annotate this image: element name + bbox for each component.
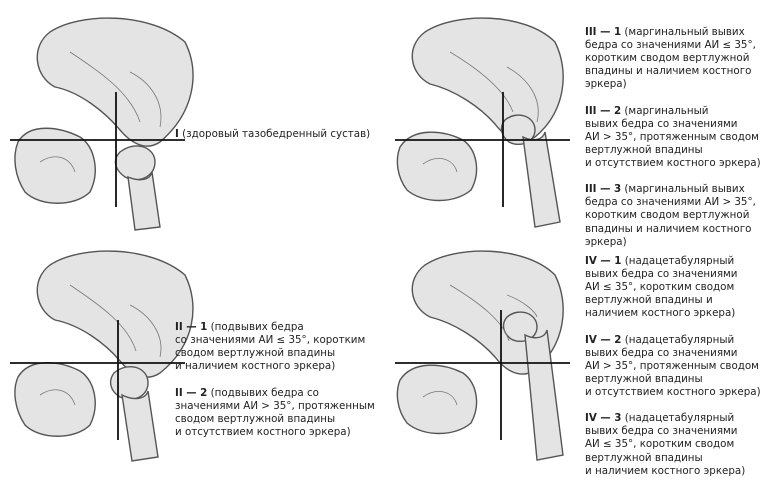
caption-iv-1-text: (надацетабулярный вывих бедра со значениями АИ ≤ 35°, коротким сводом вертлужной впадины и наличием костного эркера) xyxy=(585,255,738,320)
caption-iv-2 xyxy=(585,334,765,399)
caption-iii-3-num: III — 3 xyxy=(585,183,622,196)
caption-iv-2-text: (надацетабулярный вывих бедра со значениями АИ > 35°, протяженным сводом вертлужной впадины и отсутствием костного эркера) xyxy=(585,333,761,399)
caption-i-text: (здоровый тазобедренный сустав) xyxy=(182,128,371,141)
caption-figure-i xyxy=(175,115,390,154)
caption-figure-iii xyxy=(585,13,765,262)
caption-ii-1-num: II — 1 xyxy=(175,321,208,334)
caption-ii-2-num: II — 2 xyxy=(175,386,208,399)
caption-ii-1-text: (подвывих бедра со значениями АИ ≤ 35°, коротким сводом вертлужной впадины и наличием костного эркера) xyxy=(175,321,366,373)
caption-iii-2-text: (маргинальный вывих бедра со значениями АИ > 35°, протяженным сводом вертлужной впадины и отсутствием костного эркера) xyxy=(585,104,761,170)
caption-iii-2 xyxy=(585,105,765,170)
pelvis-illustration-iii xyxy=(395,12,595,232)
caption-iv-3 xyxy=(585,412,765,477)
caption-iv-2-num: IV — 2 xyxy=(585,333,622,346)
caption-figure-ii xyxy=(175,308,385,452)
caption-iv-1-num: IV — 1 xyxy=(585,255,622,268)
caption-i xyxy=(175,128,390,141)
caption-iv-3-num: IV — 3 xyxy=(585,412,622,425)
caption-ii-2 xyxy=(175,387,385,439)
caption-iii-2-num: III — 2 xyxy=(585,104,622,117)
caption-iii-3 xyxy=(585,183,765,248)
pelvis-figure-iii xyxy=(395,12,595,232)
caption-iv-1 xyxy=(585,255,765,320)
caption-iii-3-text: (маргинальный вывих бедра со значениями АИ > 35°, коротким сводом вертлужной впадины и наличием костного эркера) xyxy=(585,183,756,248)
caption-ii-2-text: (подвывих бедра со значениями АИ > 35°, протяженным сводом вертлужной впадины и отсутствием костного эркера) xyxy=(175,386,375,438)
caption-ii-1 xyxy=(175,321,385,373)
pelvis-figure-iv xyxy=(395,245,595,465)
pelvis-illustration-iv xyxy=(395,245,595,465)
caption-iii-1-text: (маргинальный вывих бедра со значениями АИ ≤ 35°, коротким сводом вертлужной впадины и наличием костного эркера) xyxy=(585,26,756,91)
caption-figure-iv xyxy=(585,242,765,491)
caption-iv-3-text: (надацетабулярный вывих бедра со значениями АИ ≤ 35°, коротким сводом вертлужной впадины и наличием костного эркера) xyxy=(585,412,746,477)
caption-i-num: I xyxy=(175,128,179,141)
caption-iii-1 xyxy=(585,26,765,91)
caption-iii-1-num: III — 1 xyxy=(585,26,622,39)
